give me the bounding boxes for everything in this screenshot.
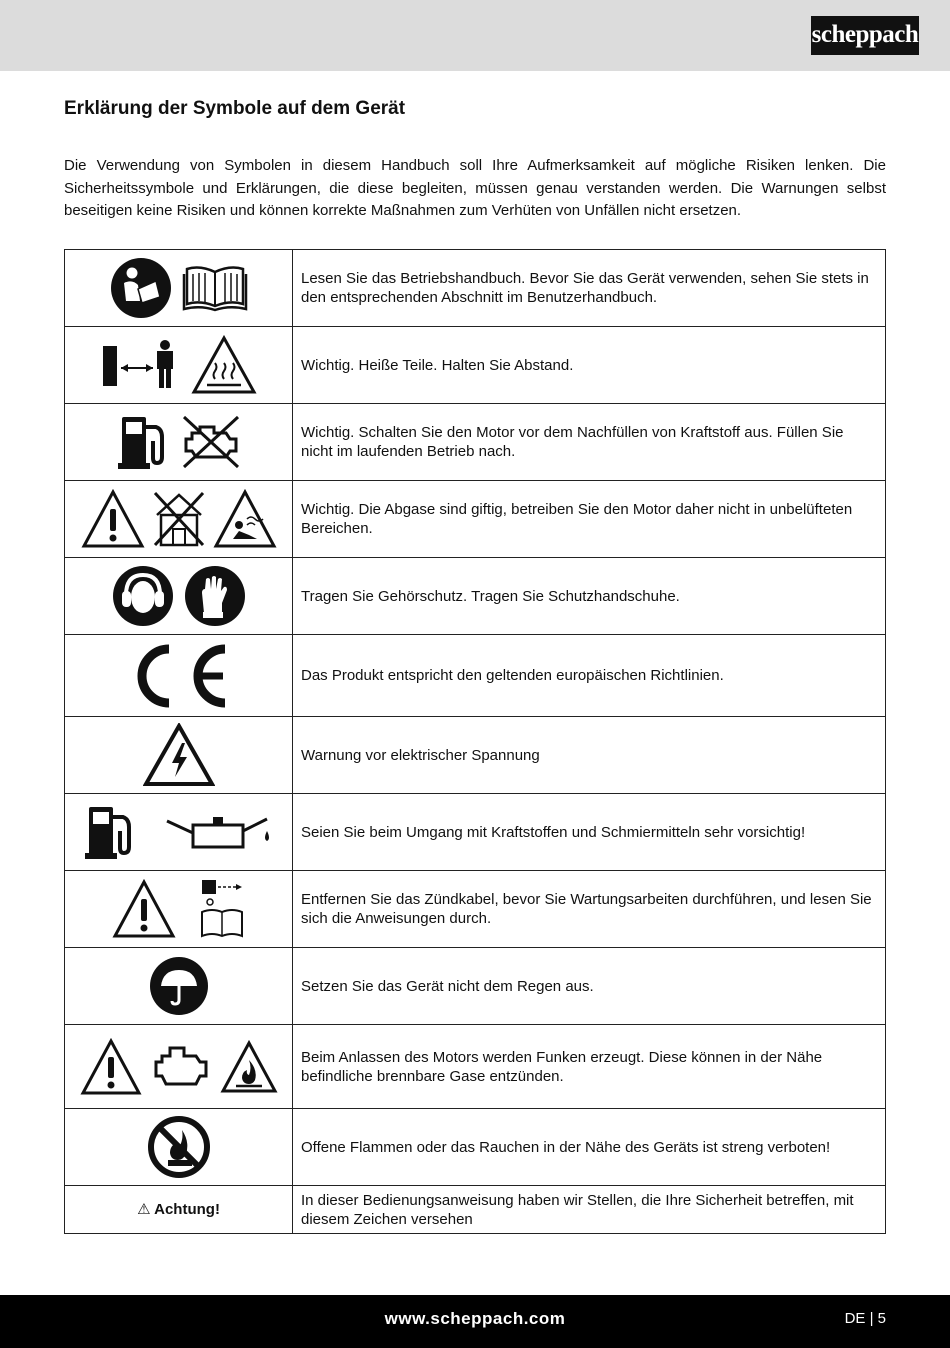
ce-mark-icon (129, 643, 229, 709)
icon-cell (65, 327, 293, 404)
page-number: DE | 5 (844, 1310, 886, 1327)
icon-cell (65, 1109, 293, 1186)
no-open-flame-icon (146, 1114, 212, 1180)
engine-off-icon (180, 413, 242, 471)
table-row (65, 1109, 886, 1186)
hot-surface-warning-icon (191, 335, 257, 395)
flammable-warning-icon (220, 1040, 278, 1094)
icon-cell (65, 794, 293, 871)
table-row (65, 250, 886, 327)
table-row (65, 327, 886, 404)
icon-cell (65, 558, 293, 635)
open-book-icon (182, 264, 248, 312)
description-cell: Tragen Sie Gehörschutz. Tragen Sie Schutzhandschuhe. (293, 558, 886, 635)
read-manual-icon (110, 257, 172, 319)
description-cell: Warnung vor elektrischer Spannung (293, 717, 886, 794)
oil-can-icon (163, 809, 275, 855)
description-cell: In dieser Bedienungsanweisung haben wir Stellen, die Ihre Sicherheit betreffen, mit diesem Zeichen versehen (293, 1186, 886, 1234)
icon-cell (65, 948, 293, 1025)
engine-icon (150, 1044, 212, 1090)
description-cell: Lesen Sie das Betriebshandbuch. Bevor Sie das Gerät verwenden, sehen Sie stets in den entsprechenden Abschnitt im Benutzerhandbuch. (293, 250, 886, 327)
description-cell: Beim Anlassen des Motors werden Funken erzeugt. Diese können in der Nähe befindliche brennbare Gase entzünden. (293, 1025, 886, 1109)
umbrella-icon (149, 956, 209, 1016)
description-cell: Wichtig. Heiße Teile. Halten Sie Abstand. (293, 327, 886, 404)
header-bar (0, 0, 950, 71)
achtung-label: ⚠ Achtung! (137, 1201, 220, 1218)
symbol-table (64, 249, 886, 1234)
footer-bar (0, 1295, 950, 1348)
description-cell: Wichtig. Schalten Sie den Motor vor dem Nachfüllen von Kraftstoff aus. Füllen Sie nicht im laufenden Betrieb nach. (293, 404, 886, 481)
icon-cell (65, 1025, 293, 1109)
ear-protection-icon (112, 565, 174, 627)
spark-plug-manual-icon (198, 878, 246, 940)
footer-website: www.scheppach.com (384, 1309, 566, 1328)
table-row (65, 558, 886, 635)
table-row (65, 635, 886, 717)
description-cell: Setzen Sie das Gerät nicht dem Regen aus. (293, 948, 886, 1025)
warning-triangle-icon (81, 489, 145, 549)
scheppach-logo: scheppach (811, 16, 919, 55)
keep-distance-icon (101, 338, 181, 392)
icon-cell (65, 871, 293, 948)
table-row (65, 794, 886, 871)
table-row (65, 1186, 886, 1234)
table-row (65, 717, 886, 794)
table-row (65, 948, 886, 1025)
description-cell: Wichtig. Die Abgase sind giftig, betreiben Sie den Motor daher nicht in unbelüfteten Bereichen. (293, 481, 886, 558)
warning-triangle-icon (112, 879, 176, 939)
gloves-icon (184, 565, 246, 627)
icon-cell (65, 717, 293, 794)
description-cell: Seien Sie beim Umgang mit Kraftstoffen und Schmiermitteln sehr vorsichtig! (293, 794, 886, 871)
table-row (65, 481, 886, 558)
description-cell: Offene Flammen oder das Rauchen in der Nähe des Geräts ist streng verboten! (293, 1109, 886, 1186)
table-row (65, 404, 886, 481)
icon-cell (65, 404, 293, 481)
electric-voltage-warning-icon (143, 723, 215, 787)
table-row (65, 1025, 886, 1109)
fuel-pump-icon (83, 803, 137, 861)
icon-cell (65, 635, 293, 717)
table-row (65, 871, 886, 948)
description-cell: Entfernen Sie das Zündkabel, bevor Sie Wartungsarbeiten durchführen, und lesen Sie sich die Anweisungen durch. (293, 871, 886, 948)
icon-cell (65, 1186, 293, 1234)
fuel-pump-icon (116, 413, 170, 471)
warning-triangle-icon (80, 1038, 142, 1096)
intro-paragraph: Die Verwendung von Symbolen in diesem Handbuch soll Ihre Aufmerksamkeit auf mögliche Risiken lenken. Die Sicherheitssymbole und Erklärungen, die diese begleiten, müssen genau verstanden werden. Die Warnungen selbst beseitigen keine Risiken und können korrekte Maßnahmen zum Verhüten von Unfällen nicht ersetzen. (64, 157, 886, 219)
toxic-fumes-warning-icon (213, 489, 277, 549)
icon-cell (65, 250, 293, 327)
description-cell: Das Produkt entspricht den geltenden europäischen Richtlinien. (293, 635, 886, 717)
no-indoor-use-icon (151, 489, 207, 549)
page-title: Erklärung der Symbole auf dem Gerät (64, 98, 406, 119)
icon-cell (65, 481, 293, 558)
